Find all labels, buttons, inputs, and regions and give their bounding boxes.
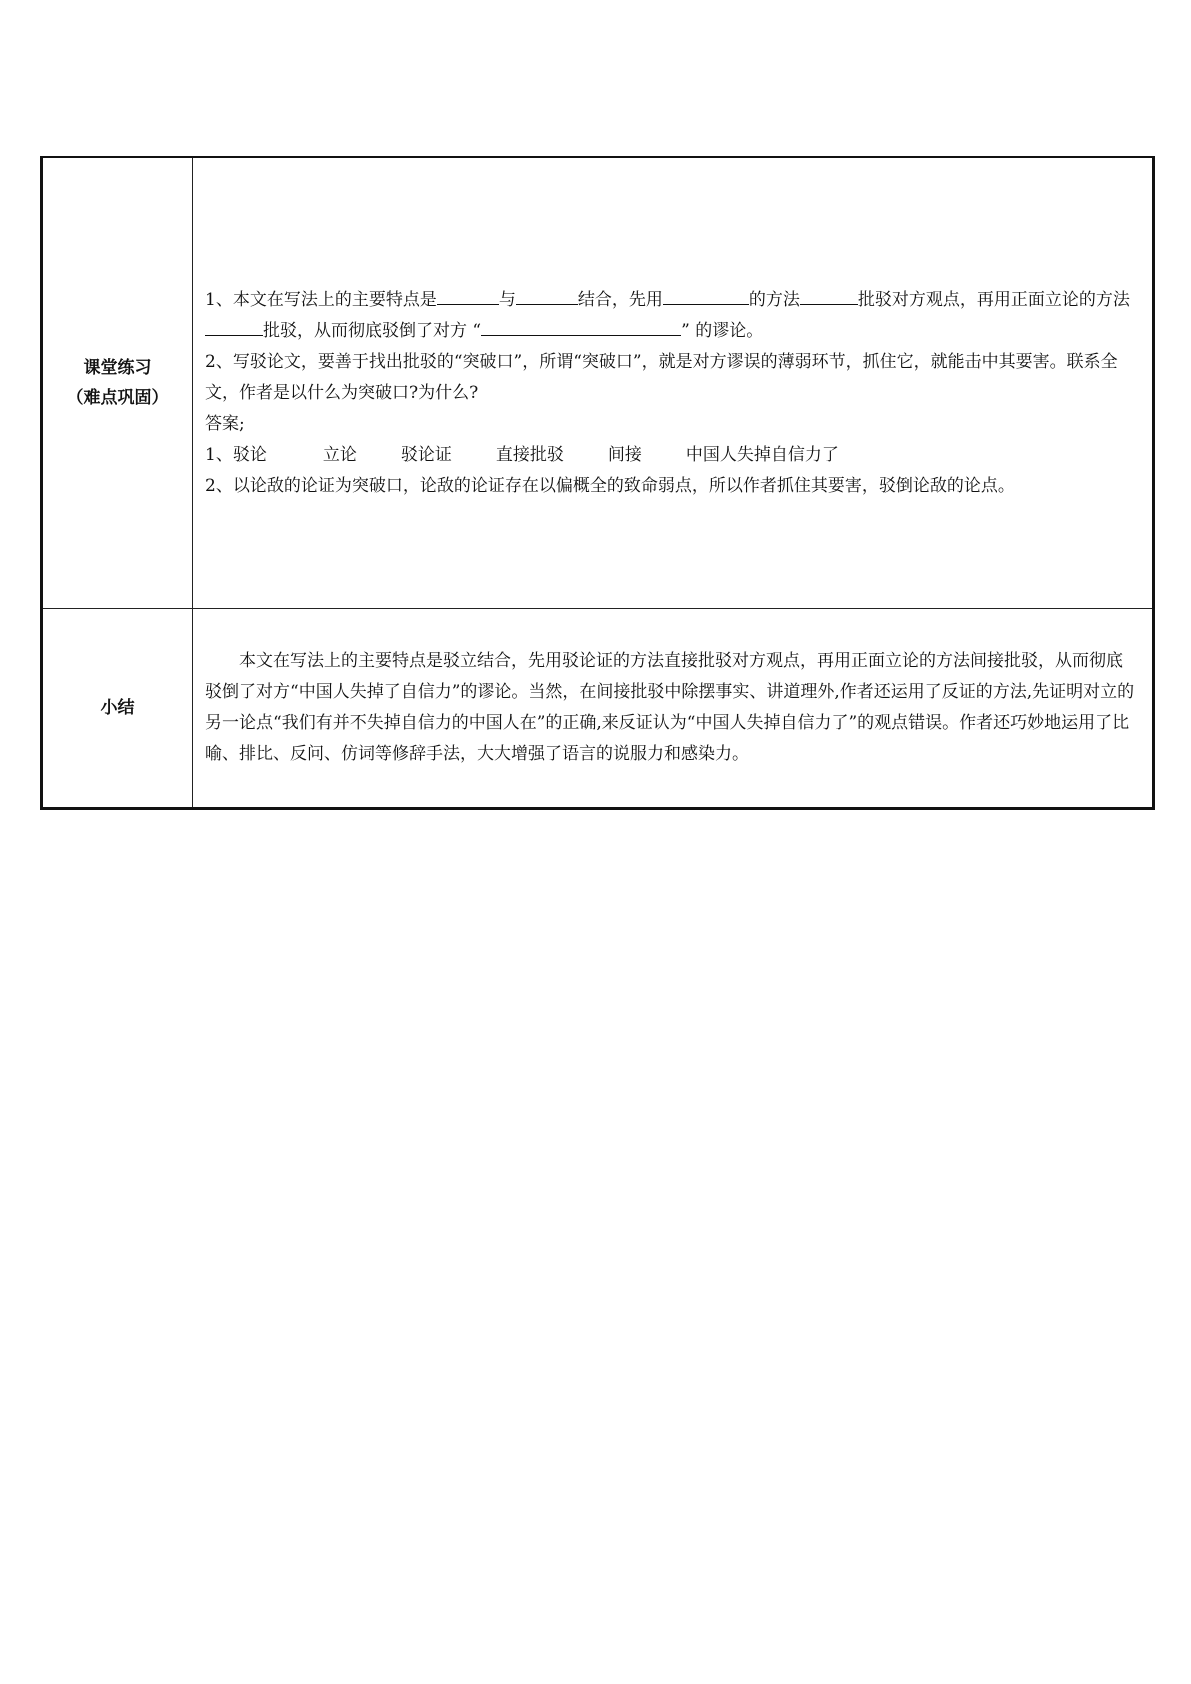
question-1-part-d: 的方法	[748, 289, 800, 310]
answer-1-prefix: 1、驳论	[205, 444, 267, 465]
summary-row	[42, 609, 1154, 809]
question-1-part-b: 与	[498, 289, 516, 310]
fill-blank-6	[481, 317, 681, 336]
practice-label-cell	[42, 157, 193, 609]
question-1-part-e: 批驳对方观点，再用正面立论的方法	[857, 289, 1130, 310]
fill-blank-4	[800, 286, 858, 305]
summary-content-cell	[193, 609, 1154, 809]
practice-label-sub: （难点巩固）	[66, 388, 169, 408]
question-1-part-g: ” 的谬论。	[681, 320, 764, 341]
fill-blank-5	[205, 317, 263, 336]
summary-label-cell	[42, 609, 193, 809]
fill-blank-3	[663, 286, 749, 305]
practice-body	[205, 265, 1138, 502]
summary-text: 本文在写法上的主要特点是驳立结合，先用驳论证的方法直接批驳对方观点，再用正面立论的方法间接批驳，从而彻底驳倒了对方“中国人失掉了自信力”的谬论。当然，在间接批驳中除摆事实、讲道理外,作者还运用了反证的方法,先证明对立的另一论点“我们有并不失掉自信力的中国人在”的正确,来反证认为“中国人失掉自信力了”的观点错误。作者还巧妙地运用了比喻、排比、反问、仿词等修辞手法，大大增强了语言的说服力和感染力。	[205, 651, 1135, 764]
answer-1-item: 驳论证	[400, 444, 452, 465]
answer-2: 2、以论敌的论证为突破口，论敌的论证存在以偏概全的致命弱点，所以作者抓住其要害，驳倒论敌的论点。	[205, 475, 1015, 496]
answer-1	[205, 440, 1138, 471]
question-2: 2、写驳论文，要善于找出批驳的“突破口”，所谓“突破口”，就是对方谬误的薄弱环节，抓住它，就能击中其要害。联系全文，作者是以什么为突破口?为什么?	[205, 351, 1118, 403]
question-1-part-f: 批驳，从而彻底驳倒了对方 “	[263, 320, 482, 341]
lesson-table	[40, 156, 1155, 810]
answer-1-item: 中国人失掉自信力了	[685, 444, 839, 465]
answer-heading: 答案;	[205, 413, 245, 434]
answer-1-item: 立论	[322, 444, 357, 465]
summary-label: 小结	[100, 698, 135, 718]
fill-blank-1	[437, 286, 499, 305]
practice-row	[42, 157, 1154, 609]
fill-blank-2	[516, 286, 578, 305]
practice-label-main: 课堂练习	[83, 358, 152, 378]
answer-1-item: 间接	[607, 444, 642, 465]
question-1-part-a: 1、本文在写法上的主要特点是	[205, 289, 437, 310]
question-1	[205, 285, 1138, 347]
practice-content-cell	[193, 157, 1154, 609]
answer-1-item: 直接批驳	[495, 444, 564, 465]
question-1-part-c: 结合，先用	[577, 289, 663, 310]
